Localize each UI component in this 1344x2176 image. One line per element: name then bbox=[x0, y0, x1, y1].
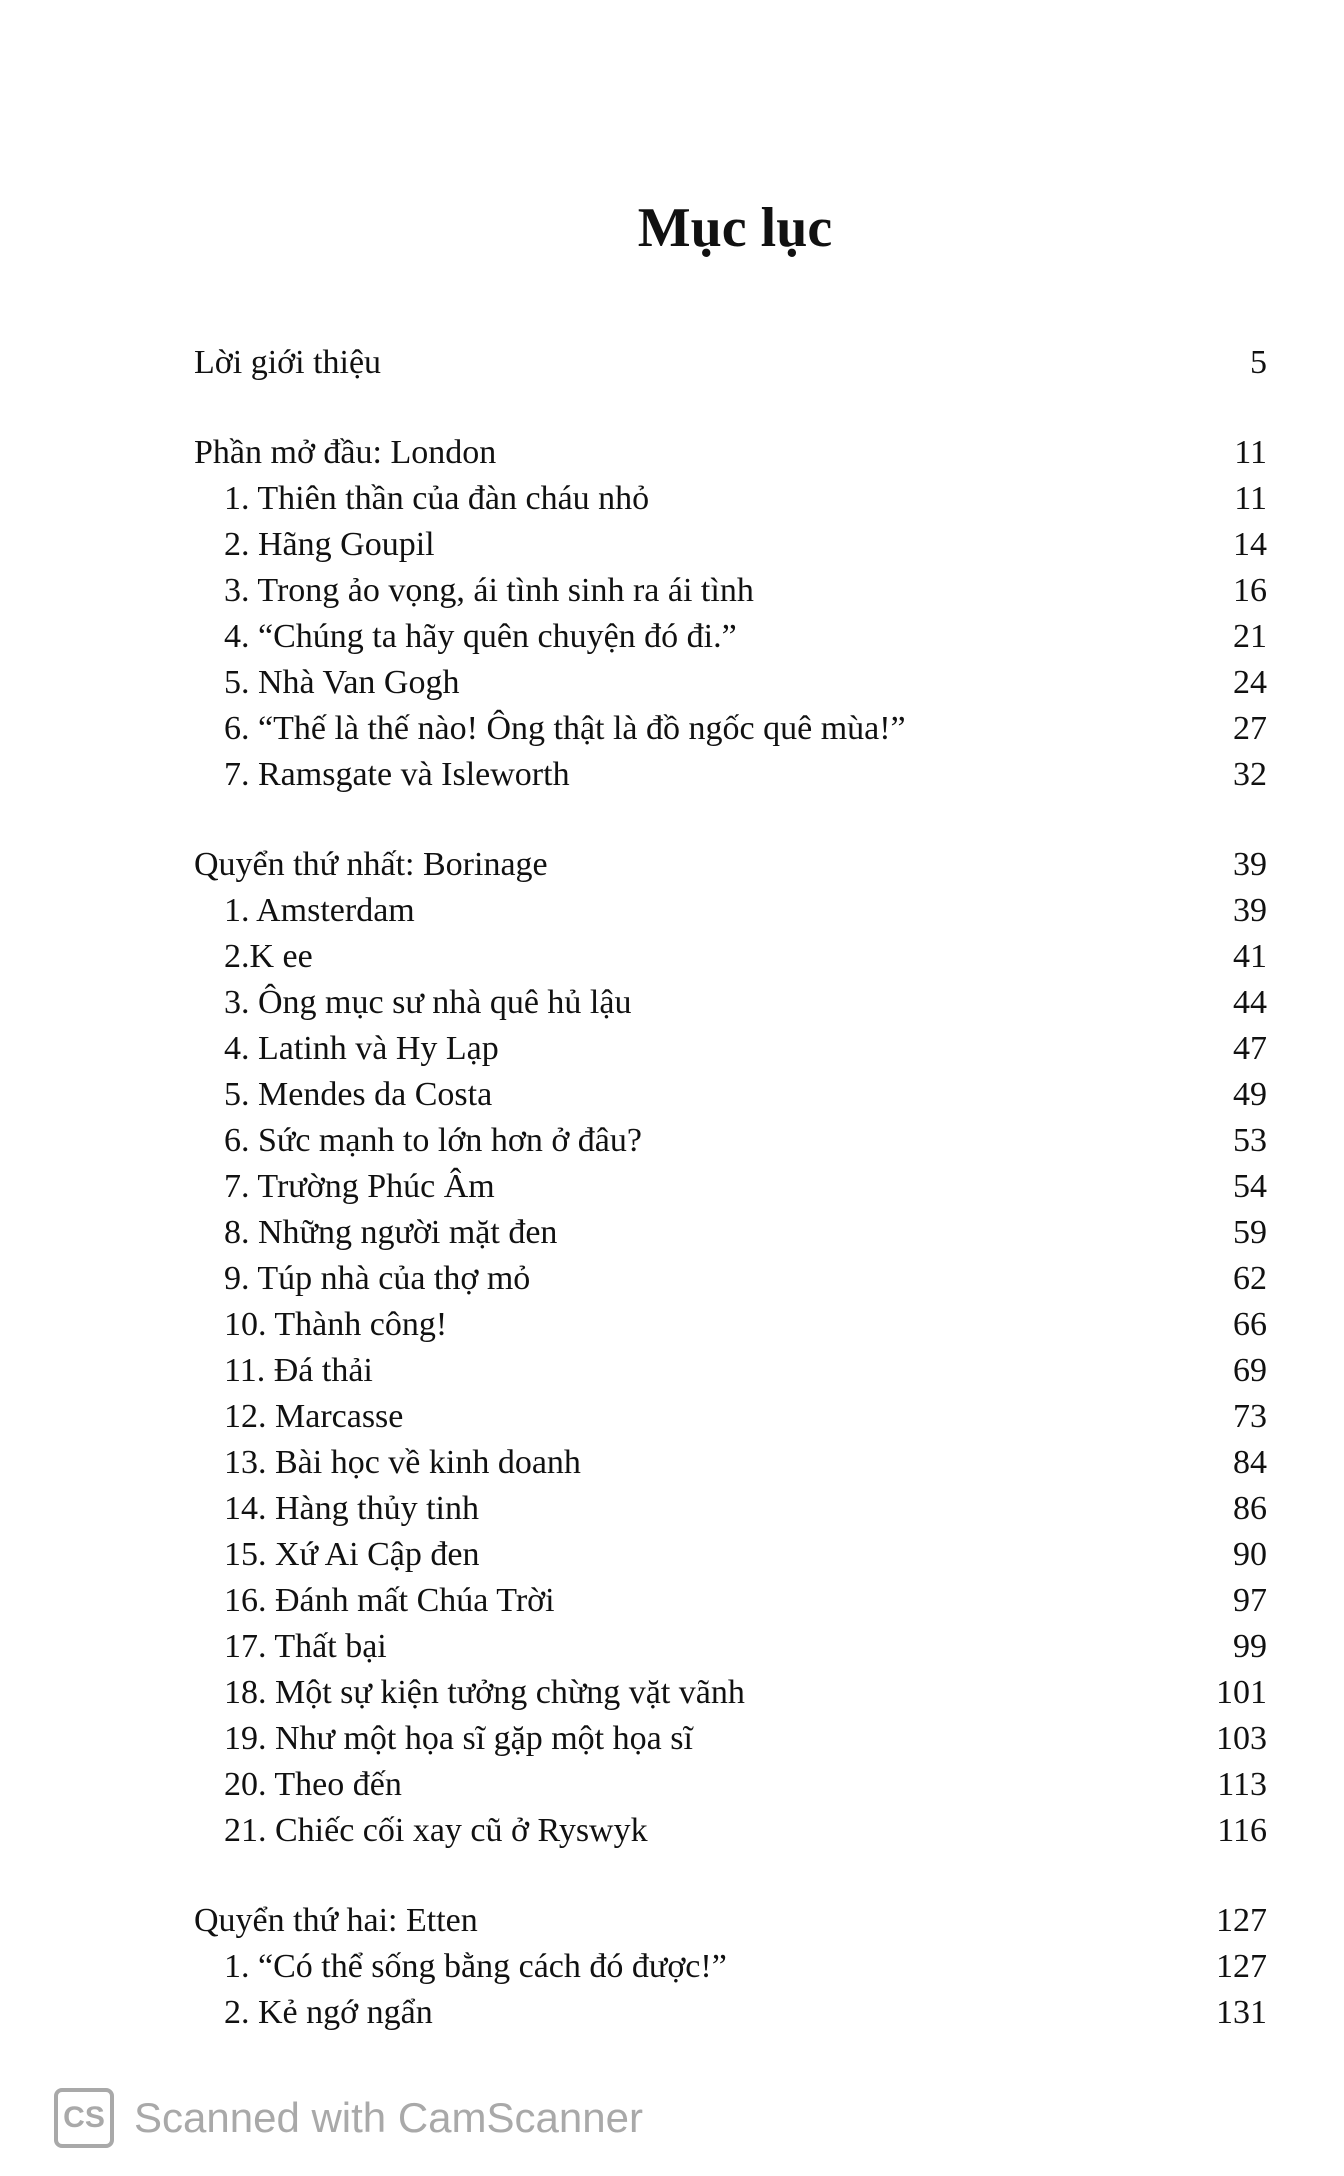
toc-page-number: 24 bbox=[1233, 664, 1267, 701]
toc-entry[interactable] bbox=[194, 1762, 1267, 1808]
toc-entry[interactable] bbox=[194, 706, 1267, 752]
toc-entry-label: 3. Trong ảo vọng, ái tình sinh ra ái tình bbox=[224, 572, 754, 609]
toc-entry-label: 3. Ông mục sư nhà quê hủ lậu bbox=[224, 984, 632, 1021]
toc-entry-label: 17. Thất bại bbox=[224, 1628, 387, 1665]
toc-section-title: Quyển thứ nhất: Borinage bbox=[194, 846, 548, 883]
toc-section-heading[interactable] bbox=[194, 340, 1267, 386]
section-spacer bbox=[194, 386, 1267, 430]
toc-entry-label: 15. Xứ Ai Cập đen bbox=[224, 1536, 480, 1573]
toc-entry[interactable] bbox=[194, 752, 1267, 798]
toc-page-number: 11 bbox=[1234, 434, 1267, 471]
toc-page-number: 27 bbox=[1233, 710, 1267, 747]
toc-entry-label: 5. Mendes da Costa bbox=[224, 1076, 493, 1113]
toc-entry[interactable] bbox=[194, 1440, 1267, 1486]
toc-page-number: 41 bbox=[1233, 938, 1267, 975]
toc-page-number: 47 bbox=[1233, 1030, 1267, 1067]
toc-page-number: 62 bbox=[1233, 1260, 1267, 1297]
toc-page-number: 14 bbox=[1233, 526, 1267, 563]
toc-entry[interactable] bbox=[194, 1944, 1267, 1990]
toc-page-number: 32 bbox=[1233, 756, 1267, 793]
camscanner-watermark bbox=[54, 2088, 643, 2148]
toc-page-number: 16 bbox=[1233, 572, 1267, 609]
toc-page-number: 44 bbox=[1233, 984, 1267, 1021]
toc-page-number: 59 bbox=[1233, 1214, 1267, 1251]
page-title: Mục lục bbox=[637, 197, 833, 259]
toc-entry-label: 13. Bài học về kinh doanh bbox=[224, 1444, 581, 1481]
toc-entry-label: 2. Kẻ ngớ ngẩn bbox=[224, 1994, 433, 2031]
toc-entry-label: 2.K ee bbox=[224, 938, 313, 975]
toc-entry[interactable] bbox=[194, 1210, 1267, 1256]
toc-page-number: 39 bbox=[1233, 846, 1267, 883]
toc-entry[interactable] bbox=[194, 1256, 1267, 1302]
toc-entry[interactable] bbox=[194, 1808, 1267, 1854]
toc-entry[interactable] bbox=[194, 660, 1267, 706]
toc-entry[interactable] bbox=[194, 1072, 1267, 1118]
toc-entry[interactable] bbox=[194, 1578, 1267, 1624]
toc-entry-label: 11. Đá thải bbox=[224, 1352, 373, 1389]
toc-entry-label: 7. Ramsgate và Isleworth bbox=[224, 756, 570, 793]
toc-entry[interactable] bbox=[194, 1348, 1267, 1394]
toc-entry[interactable] bbox=[194, 1164, 1267, 1210]
toc-section-heading[interactable] bbox=[194, 842, 1267, 888]
table-of-contents bbox=[194, 340, 1267, 2036]
toc-page-number: 39 bbox=[1233, 892, 1267, 929]
toc-entry[interactable] bbox=[194, 888, 1267, 934]
toc-entry[interactable] bbox=[194, 980, 1267, 1026]
section-spacer bbox=[194, 1854, 1267, 1898]
toc-entry-label: 12. Marcasse bbox=[224, 1398, 404, 1435]
toc-entry-label: 9. Túp nhà của thợ mỏ bbox=[224, 1260, 531, 1297]
toc-page-number: 101 bbox=[1216, 1674, 1267, 1711]
toc-entry[interactable] bbox=[194, 1118, 1267, 1164]
toc-entry-label: 1. “Có thể sống bằng cách đó được!” bbox=[224, 1948, 727, 1985]
toc-entry-label: 1. Thiên thần của đàn cháu nhỏ bbox=[224, 480, 650, 517]
toc-entry[interactable] bbox=[194, 1716, 1267, 1762]
toc-page-number: 99 bbox=[1233, 1628, 1267, 1665]
toc-entry-label: 16. Đánh mất Chúa Trời bbox=[224, 1582, 555, 1619]
toc-page-number: 5 bbox=[1250, 344, 1267, 381]
toc-section-title: Lời giới thiệu bbox=[194, 344, 382, 381]
toc-page-number: 66 bbox=[1233, 1306, 1267, 1343]
toc-entry[interactable] bbox=[194, 1486, 1267, 1532]
toc-entry[interactable] bbox=[194, 1302, 1267, 1348]
toc-entry[interactable] bbox=[194, 568, 1267, 614]
toc-page-number: 49 bbox=[1233, 1076, 1267, 1113]
section-spacer bbox=[194, 798, 1267, 842]
toc-entry[interactable] bbox=[194, 1990, 1267, 2036]
toc-entry-label: 1. Amsterdam bbox=[224, 892, 415, 929]
toc-page-number: 53 bbox=[1233, 1122, 1267, 1159]
toc-entry[interactable] bbox=[194, 1670, 1267, 1716]
toc-entry-label: 2. Hãng Goupil bbox=[224, 526, 435, 563]
toc-page-number: 116 bbox=[1217, 1812, 1267, 1849]
toc-page-number: 86 bbox=[1233, 1490, 1267, 1527]
toc-entry-label: 18. Một sự kiện tưởng chừng vặt vãnh bbox=[224, 1674, 745, 1711]
toc-entry[interactable] bbox=[194, 1026, 1267, 1072]
toc-entry-label: 4. “Chúng ta hãy quên chuyện đó đi.” bbox=[224, 618, 737, 655]
toc-entry-label: 8. Những người mặt đen bbox=[224, 1214, 558, 1251]
toc-page-number: 69 bbox=[1233, 1352, 1267, 1389]
toc-entry[interactable] bbox=[194, 934, 1267, 980]
toc-page-number: 11 bbox=[1234, 480, 1267, 517]
toc-page-number: 127 bbox=[1216, 1902, 1267, 1939]
toc-section-heading[interactable] bbox=[194, 430, 1267, 476]
toc-entry-label: 7. Trường Phúc Âm bbox=[224, 1168, 495, 1205]
toc-page-number: 90 bbox=[1233, 1536, 1267, 1573]
toc-page-number: 131 bbox=[1216, 1994, 1267, 2031]
camscanner-icon: CS bbox=[54, 2088, 114, 2148]
toc-page-number: 73 bbox=[1233, 1398, 1267, 1435]
toc-entry-label: 19. Như một họa sĩ gặp một họa sĩ bbox=[224, 1720, 693, 1757]
toc-page-number: 54 bbox=[1233, 1168, 1267, 1205]
toc-page-number: 113 bbox=[1217, 1766, 1267, 1803]
toc-page-number: 21 bbox=[1233, 618, 1267, 655]
toc-entry-label: 14. Hàng thủy tinh bbox=[224, 1490, 479, 1527]
toc-entry[interactable] bbox=[194, 1532, 1267, 1578]
toc-page-number: 97 bbox=[1233, 1582, 1267, 1619]
toc-entry-label: 21. Chiếc cối xay cũ ở Ryswyk bbox=[224, 1812, 648, 1849]
toc-page-number: 103 bbox=[1216, 1720, 1267, 1757]
toc-entry[interactable] bbox=[194, 1624, 1267, 1670]
toc-entry-label: 4. Latinh và Hy Lạp bbox=[224, 1030, 499, 1067]
toc-page-number: 127 bbox=[1216, 1948, 1267, 1985]
toc-entry[interactable] bbox=[194, 476, 1267, 522]
toc-entry-label: 20. Theo đến bbox=[224, 1766, 402, 1803]
toc-entry-label: 6. Sức mạnh to lớn hơn ở đâu? bbox=[224, 1122, 642, 1159]
toc-entry[interactable] bbox=[194, 1394, 1267, 1440]
toc-entry[interactable] bbox=[194, 614, 1267, 660]
toc-entry-label: 6. “Thế là thế nào! Ông thật là đồ ngốc quê mùa!” bbox=[224, 710, 906, 747]
toc-entry-label: 10. Thành công! bbox=[224, 1306, 448, 1343]
toc-section-title: Quyển thứ hai: Etten bbox=[194, 1902, 478, 1939]
toc-entry[interactable] bbox=[194, 522, 1267, 568]
toc-entry-label: 5. Nhà Van Gogh bbox=[224, 664, 460, 701]
toc-page-number: 84 bbox=[1233, 1444, 1267, 1481]
watermark-text: Scanned with CamScanner bbox=[134, 2094, 643, 2141]
toc-section-title: Phần mở đầu: London bbox=[194, 434, 497, 471]
toc-section-heading[interactable] bbox=[194, 1898, 1267, 1944]
